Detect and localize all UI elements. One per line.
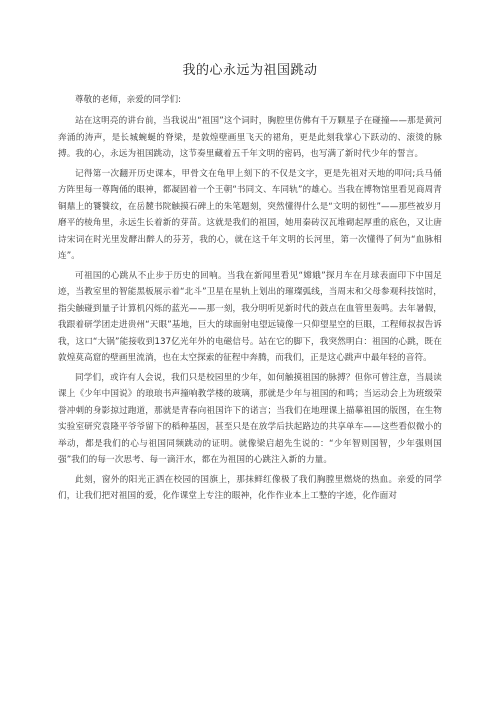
page-title: 我的心永远为祖国跳动 bbox=[182, 63, 318, 78]
paragraph-1: 站在这明亮的讲台前，当我说出“祖国”这个词时，胸腔里仿佛有千万颗星子在碰撞——那是黄河奔涌的涛声，是长城蜿蜒的脊梁，是敦煌壁画里飞天的裙角，更是此刻我掌心下跃动的、滚烫的脉搏。我的心，永远为祖国跳动，这节奏里藏着五千年文明的密码，也写满了新时代少年的誓言。 bbox=[58, 116, 442, 159]
paragraph-3: 可祖国的心跳从不止步于历史的回响。当我在新闻里看见“嫦娥”探月车在月球表面印下中国足迹，当教室里的智能黑板展示着“北斗”卫星在星轨上划出的璀璨弧线，当周末和父母参观科技馆时，指尖触碰到量子计算机闪烁的蓝光——那一刻，我分明听见新时代的鼓点在血管里轰鸣。去年暑假，我跟着研学团走进贵州“天眼”基地，巨大的球面射电望远镜像一只仰望星空的巨眼，工程师叔叔告诉我，这口“大锅”能接收到137亿光年外的电磁信号。站在它的脚下，我突然明白：祖国的心跳，既在敦煌莫高窟的壁画里流淌，也在太空探索的征程中奔腾，而我们，正是这心跳声中最年轻的音符。 bbox=[58, 270, 442, 363]
paragraph-5: 此刻，窗外的阳光正洒在校园的国旗上，那抹鲜红像极了我们胸膛里燃烧的热血。亲爱的同学们，让我们把对祖国的爱，化作课堂上专注的眼神，化作作业本上工整的字迹，化作面对 bbox=[58, 474, 442, 501]
paragraph-2: 记得第一次翻开历史课本，甲骨文在龟甲上刻下的不仅是文字，更是先祖对天地的叩问;兵马俑方阵里每一尊陶俑的眼神，都凝固着一个王朝“书同文、车同轨”的雄心。当我在博物馆里看见商周青铜鼎上的饕餮纹，在岳麓书院触摸石碑上的朱笔题刻，突然懂得什么是“文明的韧性”——那些被岁月磨平的棱角里，永远生长着新的芽苗。这就是我们的祖国，她用秦砖汉瓦堆砌起厚重的底色，又让唐诗宋词在时光里发酵出醉人的芬芳，我的心，就在这千年文明的长河里，第一次懂得了何为“血脉相连”。 bbox=[58, 168, 442, 261]
greeting: 尊敬的老师，亲爱的同学们: bbox=[75, 95, 182, 105]
paragraph-4: 同学们，或许有人会说，我们只是校园里的少年，如何触摸祖国的脉搏？但你可曾注意，当晨读课上《少年中国说》的琅琅书声撞响教学楼的玻璃，那就是少年与祖国的和鸣；当运动会上为班级荣誉冲刺的身影掠过跑道，那就是青春向祖国许下的诺言；当我们在地理课上描摹祖国的版图，在生物实验室研究袁隆平爷爷留下的稻种基因，甚至只是在放学后扶起路边的共享单车——这些看似微小的举动，都是我们的心与祖国同频跳动的证明。就像梁启超先生说的：“少年智则国智，少年强则国强”我们的每一次思考、每一滴汗水，都在为祖国的心跳注入新的力量。 bbox=[58, 372, 442, 465]
